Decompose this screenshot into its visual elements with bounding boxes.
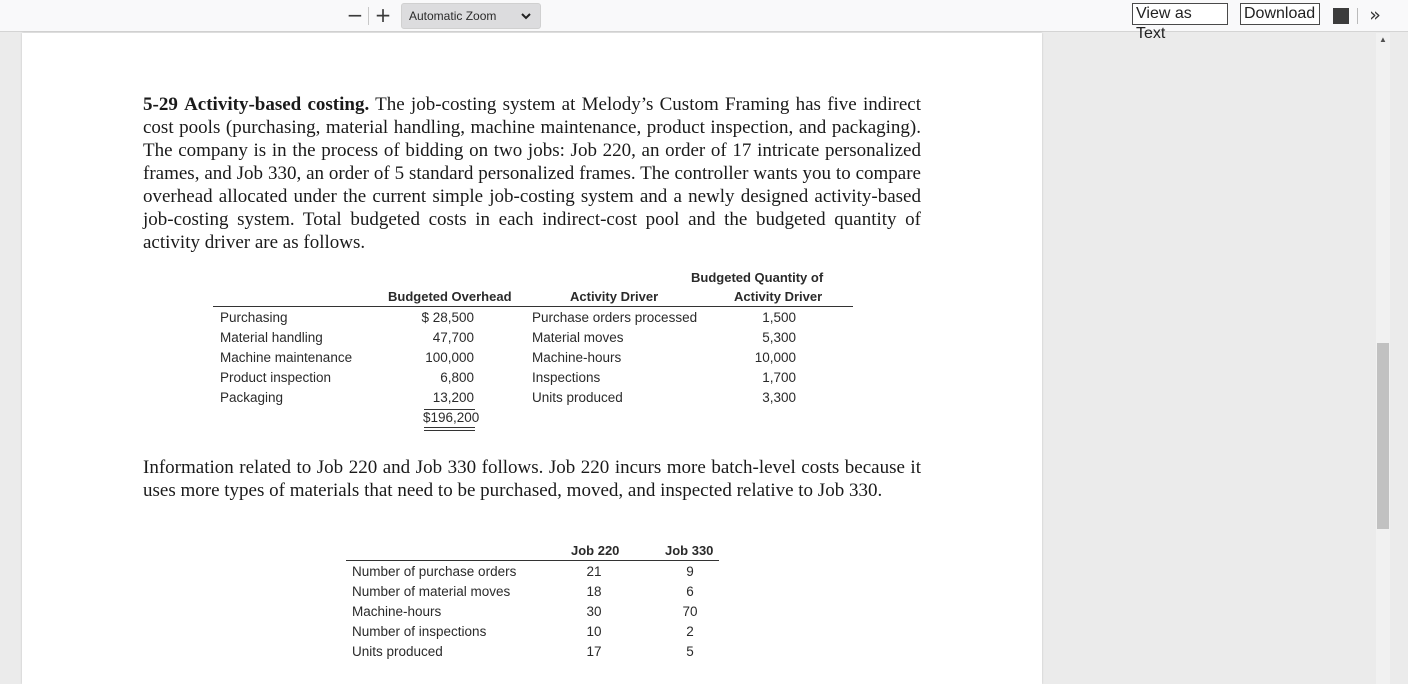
problem-title: Activity-based costing.: [184, 94, 370, 115]
job-header-rule: [346, 560, 719, 561]
cost-pool-driver: Machine-hours: [532, 350, 622, 365]
cost-pool-quantity: 1,700: [762, 370, 796, 385]
header-quantity-line2: Activity Driver: [734, 289, 823, 304]
job-330-value: 70: [682, 604, 698, 619]
job-330-value: 2: [686, 624, 694, 639]
cost-pool-quantity: 1,500: [762, 310, 796, 325]
zoom-out-button[interactable]: −: [346, 3, 364, 27]
header-rule: [213, 306, 853, 307]
pdf-toolbar: [0, 0, 1408, 42]
header-activity-driver: Activity Driver: [570, 289, 659, 304]
job-row-label: Machine-hours: [352, 604, 442, 619]
cost-pool-name: Material handling: [220, 330, 323, 345]
job-row-label: Units produced: [352, 644, 443, 659]
problem-body: The job-costing system at Melody’s Custom Framing has five indirect cost pools (purchasing, material handling, machine maintenance, product inspection, and packaging). The company is in the process of bidding on two jobs: Job 220, an order of 17 intricate personalized frames, and Job 330, an order of 5 standard personalized frames. The controller wants you to compare overhead allocated under the current simple job-costing system and a newly designed activity-based job-costing system. Total budgeted costs in each indirect-cost pool and the budgeted quantity of activity driver are as follows.: [143, 94, 922, 253]
vertical-scrollbar[interactable]: [1376, 33, 1390, 684]
cost-pool-quantity: 5,300: [762, 330, 796, 345]
download-button[interactable]: Download: [1240, 3, 1320, 25]
total-overhead: $196,200: [423, 410, 480, 425]
job-220-value: 30: [586, 604, 602, 619]
cost-pool-overhead: 100,000: [425, 350, 474, 365]
job-330-value: 5: [686, 644, 694, 659]
problem-number: 5-29: [143, 94, 178, 115]
cost-pool-name: Product inspection: [220, 370, 332, 385]
view-as-text-button[interactable]: View as Text: [1132, 3, 1228, 25]
job-row-label: Number of inspections: [352, 624, 487, 639]
cost-pool-quantity: 3,300: [762, 390, 796, 405]
cost-pool-name: Purchasing: [220, 310, 288, 325]
job-220-value: 18: [586, 584, 602, 599]
job-row-label: Number of purchase orders: [352, 564, 517, 579]
stop-icon[interactable]: [1333, 8, 1349, 24]
job-220-value: 10: [586, 624, 602, 639]
cost-pool-name: Packaging: [220, 390, 284, 405]
zoom-in-button[interactable]: +: [374, 3, 392, 27]
cost-pool-overhead: $ 28,500: [421, 310, 474, 325]
job-220-value: 17: [586, 644, 602, 659]
scrollbar-thumb[interactable]: [1377, 343, 1389, 529]
header-budgeted-overhead: Budgeted Overhead: [388, 289, 512, 304]
cost-pool-driver: Material moves: [532, 330, 624, 345]
more-tools-icon[interactable]: »: [1369, 4, 1381, 26]
scroll-up-icon[interactable]: ▲: [1379, 35, 1387, 44]
info-paragraph: Information related to Job 220 and Job 330 follows. Job 220 incurs more batch-level costs because it uses more types of materials that need to be purchased, moved, and inspected relative to Job 330.: [143, 457, 921, 501]
problem-paragraph: [143, 93, 921, 254]
job-row-label: Number of material moves: [352, 584, 511, 599]
cost-pool-overhead: 47,700: [432, 330, 474, 345]
cost-pool-overhead: 13,200: [432, 390, 474, 405]
cost-pool-driver: Units produced: [532, 390, 623, 405]
zoom-select[interactable]: [401, 3, 541, 29]
total-double-rule-1: [424, 427, 475, 428]
job-220-value: 21: [586, 564, 602, 579]
header-job-330: Job 330: [665, 543, 714, 558]
header-job-220: Job 220: [571, 543, 620, 558]
toolbar-separator: [368, 7, 369, 25]
header-quantity-line1: Budgeted Quantity of: [691, 270, 824, 285]
cost-pool-overhead: 6,800: [440, 370, 474, 385]
total-double-rule-2: [424, 430, 475, 431]
cost-pool-quantity: 10,000: [754, 350, 796, 365]
job-330-value: 6: [686, 584, 694, 599]
job-330-value: 9: [686, 564, 694, 579]
cost-pool-driver: Purchase orders processed: [532, 310, 698, 325]
cost-pool-name: Machine maintenance: [220, 350, 353, 365]
zoom-select-value: Automatic Zoom: [409, 9, 497, 23]
cost-pool-driver: Inspections: [532, 370, 601, 385]
toolbar-separator: [1357, 8, 1358, 24]
